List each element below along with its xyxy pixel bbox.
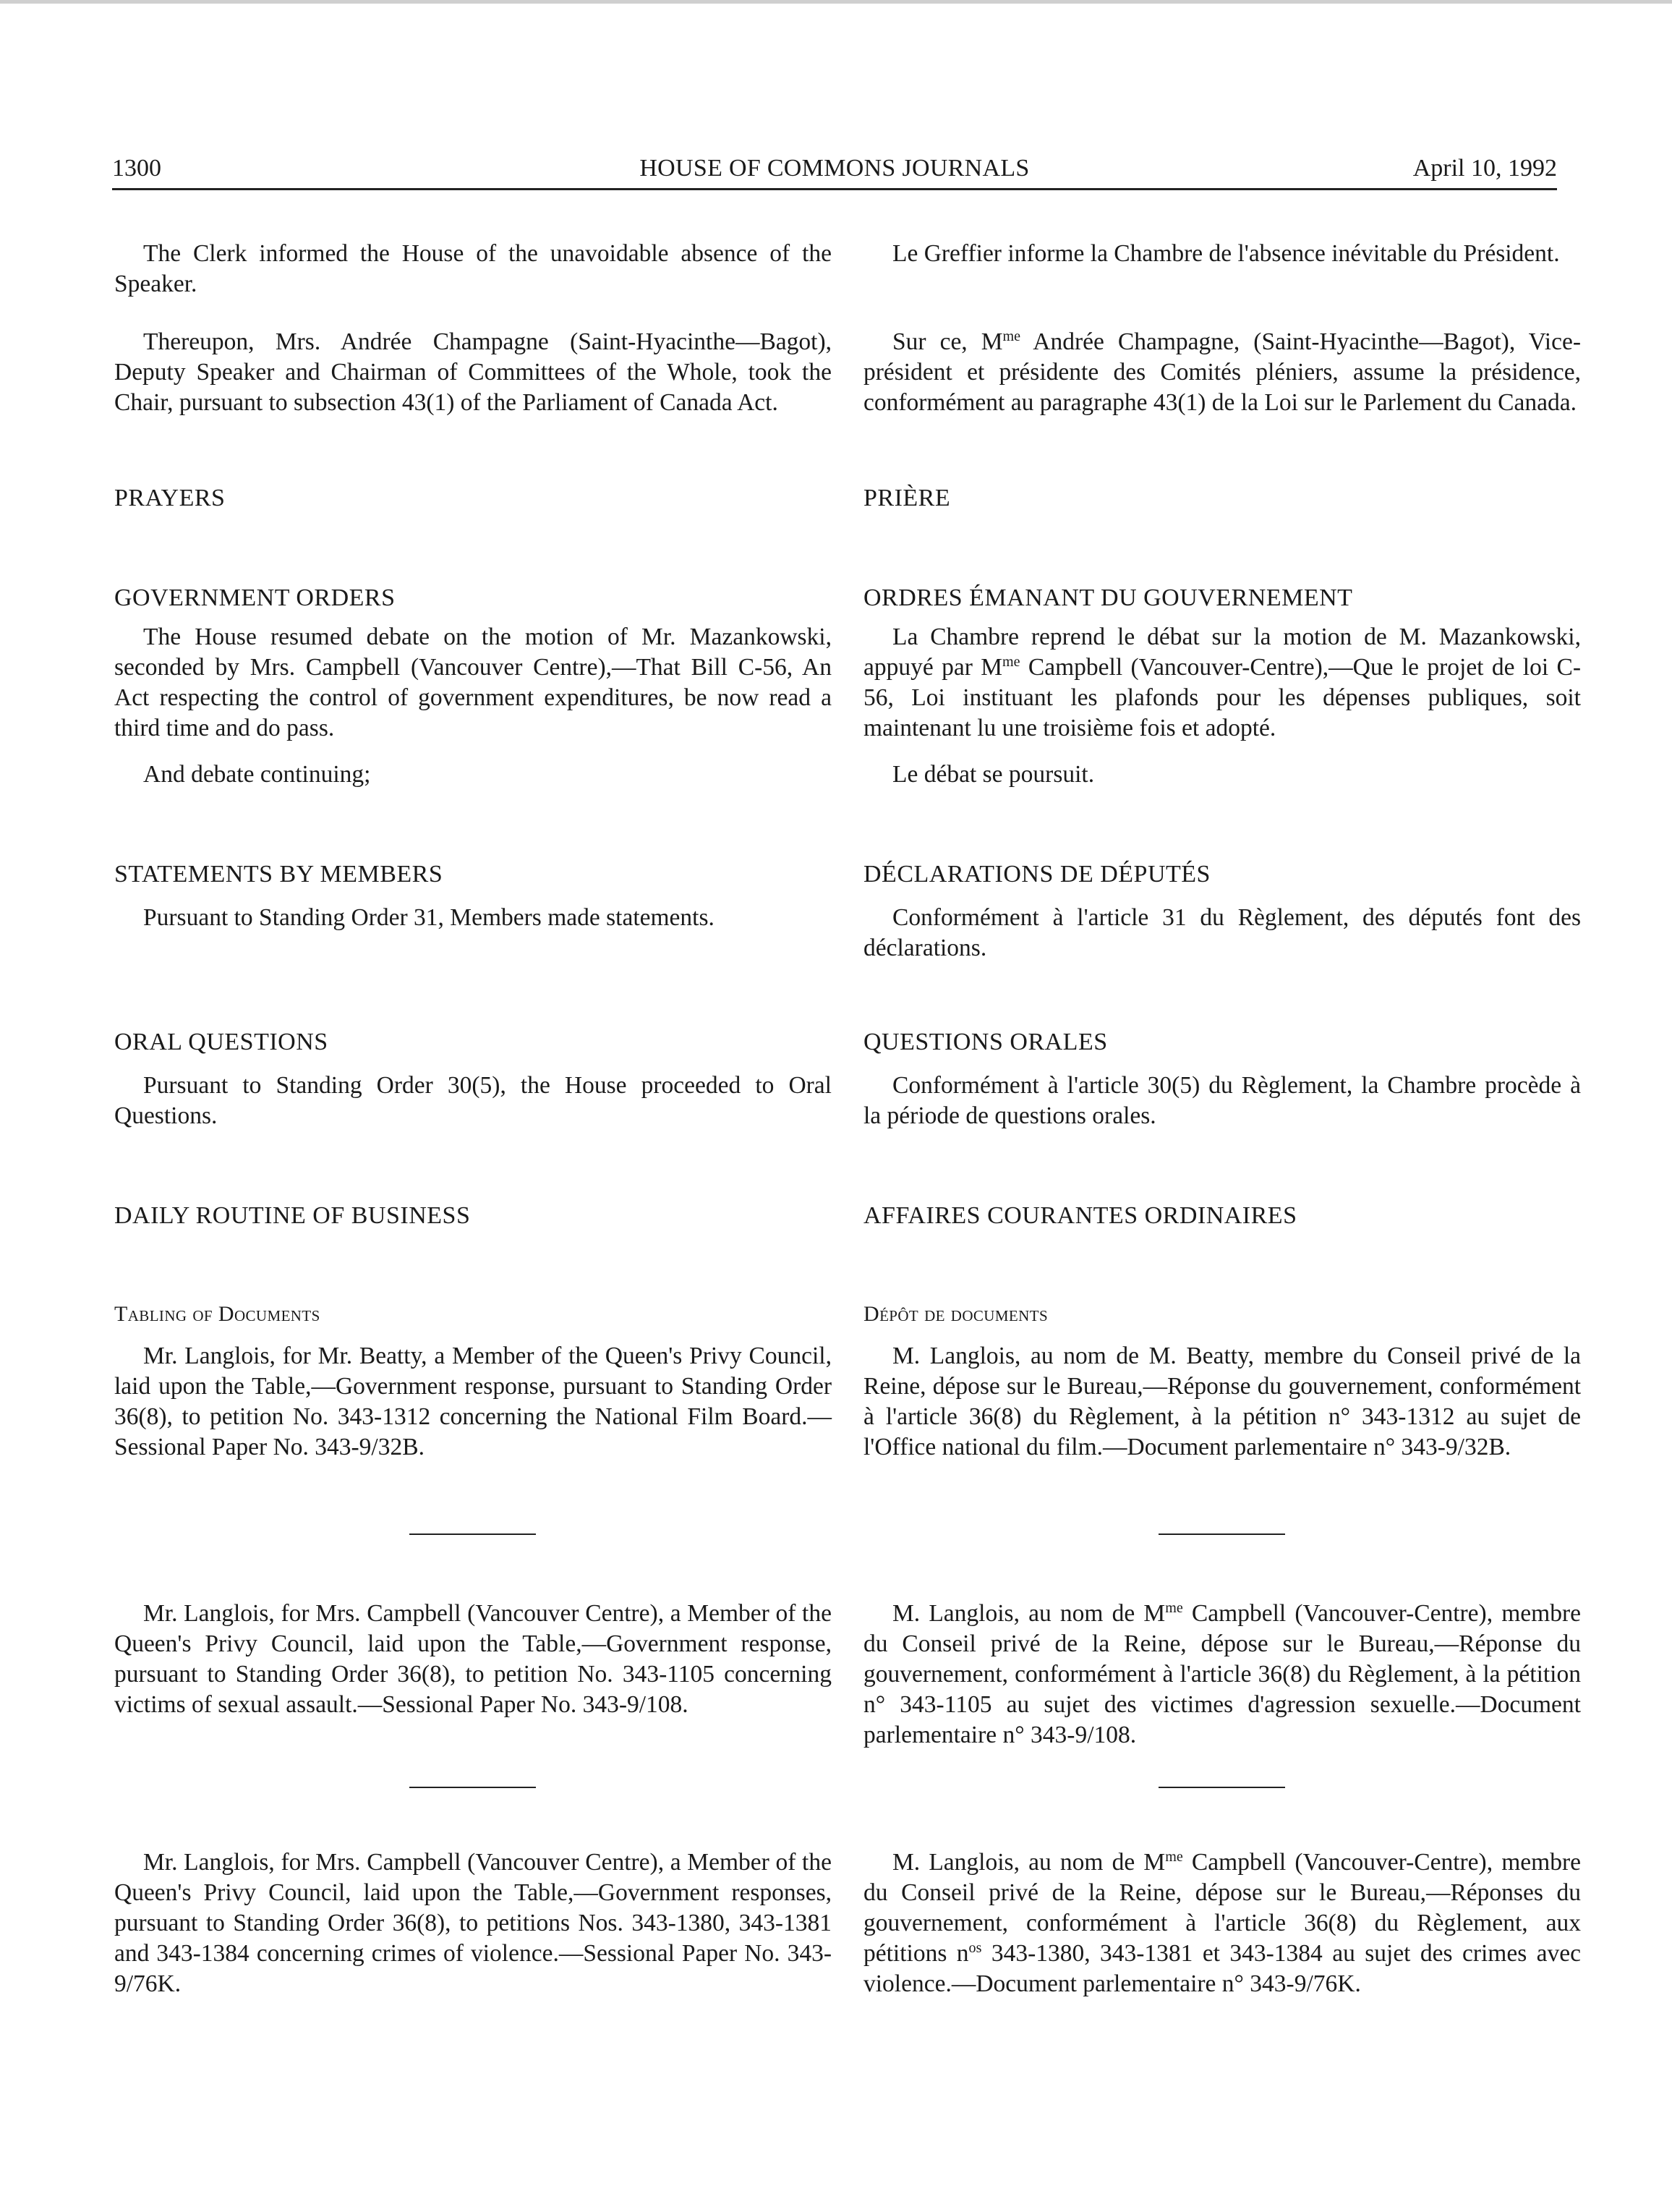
- separator-rule: [409, 1787, 536, 1788]
- journal-title: HOUSE OF COMMONS JOURNALS: [639, 155, 1030, 182]
- heading-government-orders: GOVERNMENT ORDERS: [114, 584, 396, 611]
- tabling-paragraph-2-fr: M. Langlois, au nom de $M^{me}$ Campbell (Vancouver-Centre), membre du Conseil privé de la Reine, dépose sur le Bureau,—Réponse du gouvernement, conformément à l'article 36(8) du Règlement, à la pétition n° 343-1105 au sujet des victimes d'agression sexuelle.—Document parlementaire n° 343-9/108.: [863, 1599, 1581, 1748]
- chair-paragraph-fr: Sur ce, $M^{me}$ Andrée Champagne, (Saint-Hyacinthe—Bagot), Vice-président et présidente des Comités pléniers, assume la présidence, conformément au paragraphe 43(1) de la Loi sur le Parlement du Canada.: [863, 328, 1582, 416]
- page-number: 1300: [112, 155, 161, 182]
- top-border: [0, 0, 1672, 4]
- heading-prayers: PRAYERS: [114, 485, 226, 511]
- statements-paragraph: Pursuant to Standing Order 31, Members made statements.: [143, 904, 715, 931]
- clerk-absence-paragraph-fr: Le Greffier informe la Chambre de l'absence inévitable du Président.: [892, 240, 1560, 267]
- heading-statements: STATEMENTS BY MEMBERS: [114, 861, 443, 888]
- heading-declarations: DÉCLARATIONS DE DÉPUTÉS: [863, 861, 1211, 888]
- page-header: [112, 150, 1557, 190]
- tabling-paragraph-3-fr: M. Langlois, au nom de $M^{me}$ Campbell (Vancouver-Centre), membre du Conseil privé de la Reine, dépose sur le Bureau,—Réponses du gouvernement, conformément à l'article 36(8) du Règlement, aux pétitions $n^{os}$ 343-1380, 343-1381 et 343-1384 au sujet des crimes avec violence.—Document parlementaire n° 343-9/76K.: [863, 1848, 1582, 1997]
- chair-paragraph: Thereupon, Mrs. Andrée Champagne (Saint-Hyacinthe—Bagot), Deputy Speaker and Chairman of Committees of the Whole, took the Chair, pursuant to subsection 43(1) of the Parliament of Canada Act.: [114, 328, 832, 416]
- debate-paragraph: The House resumed debate on the motion of Mr. Mazankowski, seconded by Mrs. Campbell (Vancouver Centre),—That Bill C-56, An Act respecting the control of government expenditures, be now read a third time and do pass.: [114, 624, 832, 741]
- clerk-absence-paragraph: The Clerk informed the House of the unavoidable absence of the Speaker.: [114, 240, 832, 297]
- debate-continuing-paragraph: And debate continuing;: [143, 761, 371, 788]
- debate-paragraph-fr: La Chambre reprend le débat sur la motion de M. Mazankowski, appuyé par $M^{me}$ Campbell (Vancouver-Centre),—Que le projet de loi C-56, Loi instituant les plafonds pour les dépenses publiques, soit maintenant lu une troisième fois et adopté.: [863, 624, 1581, 741]
- heading-daily-routine: DAILY ROUTINE OF BUSINESS: [114, 1202, 471, 1229]
- journal-date: April 10, 1992: [1412, 155, 1557, 182]
- heading-oral-questions: ORAL QUESTIONS: [114, 1029, 328, 1055]
- heading-depot: Dépôt de documents: [863, 1302, 1049, 1326]
- tabling-paragraph-1: Mr. Langlois, for Mr. Beatty, a Member of the Queen's Privy Council, laid upon the Table,—Government response, pursuant to Standing Order 36(8), to petition No. 343-1312 concerning the National Film Board.—Sessional Paper No. 343-9/32B.: [114, 1343, 832, 1460]
- heading-questions-orales: QUESTIONS ORALES: [863, 1029, 1108, 1055]
- heading-priere: PRIÈRE: [863, 485, 951, 511]
- heading-ordres: ORDRES ÉMANANT DU GOUVERNEMENT: [863, 584, 1353, 611]
- separator-rule: [1159, 1787, 1285, 1788]
- heading-tabling: Tabling of Documents: [114, 1302, 320, 1326]
- tabling-paragraph-3: Mr. Langlois, for Mrs. Campbell (Vancouver Centre), a Member of the Queen's Privy Council, laid upon the Table,—Government responses, pursuant to Standing Order 36(8), to petitions Nos. 343-1380, 343-1381 and 343-1384 concerning crimes of violence.—Sessional Paper No. 343-9/76K.: [114, 1849, 832, 1997]
- heading-affaires-courantes: AFFAIRES COURANTES ORDINAIRES: [863, 1202, 1297, 1229]
- oral-questions-paragraph: Pursuant to Standing Order 30(5), the House proceeded to Oral Questions.: [114, 1072, 832, 1129]
- separator-rule: [409, 1533, 536, 1535]
- statements-paragraph-fr: Conformément à l'article 31 du Règlement, des députés font des déclarations.: [863, 904, 1581, 961]
- tabling-paragraph-2: Mr. Langlois, for Mrs. Campbell (Vancouver Centre), a Member of the Queen's Privy Council, laid upon the Table,—Government response, pursuant to Standing Order 36(8), to petition No. 343-1105 concerning victims of sexual assault.—Sessional Paper No. 343-9/108.: [114, 1600, 832, 1718]
- tabling-paragraph-1-fr: M. Langlois, au nom de M. Beatty, membre du Conseil privé de la Reine, dépose sur le Bureau,—Réponse du gouvernement, conformément à l'article 36(8) du Règlement, à la pétition n° 343-1312 au sujet de l'Office national du film.—Document parlementaire n° 343-9/32B.: [863, 1343, 1581, 1460]
- separator-rule: [1159, 1533, 1285, 1535]
- oral-questions-paragraph-fr: Conformément à l'article 30(5) du Règlement, la Chambre procède à la période de questions orales.: [863, 1072, 1581, 1129]
- debate-continuing-paragraph-fr: Le débat se poursuit.: [892, 761, 1095, 788]
